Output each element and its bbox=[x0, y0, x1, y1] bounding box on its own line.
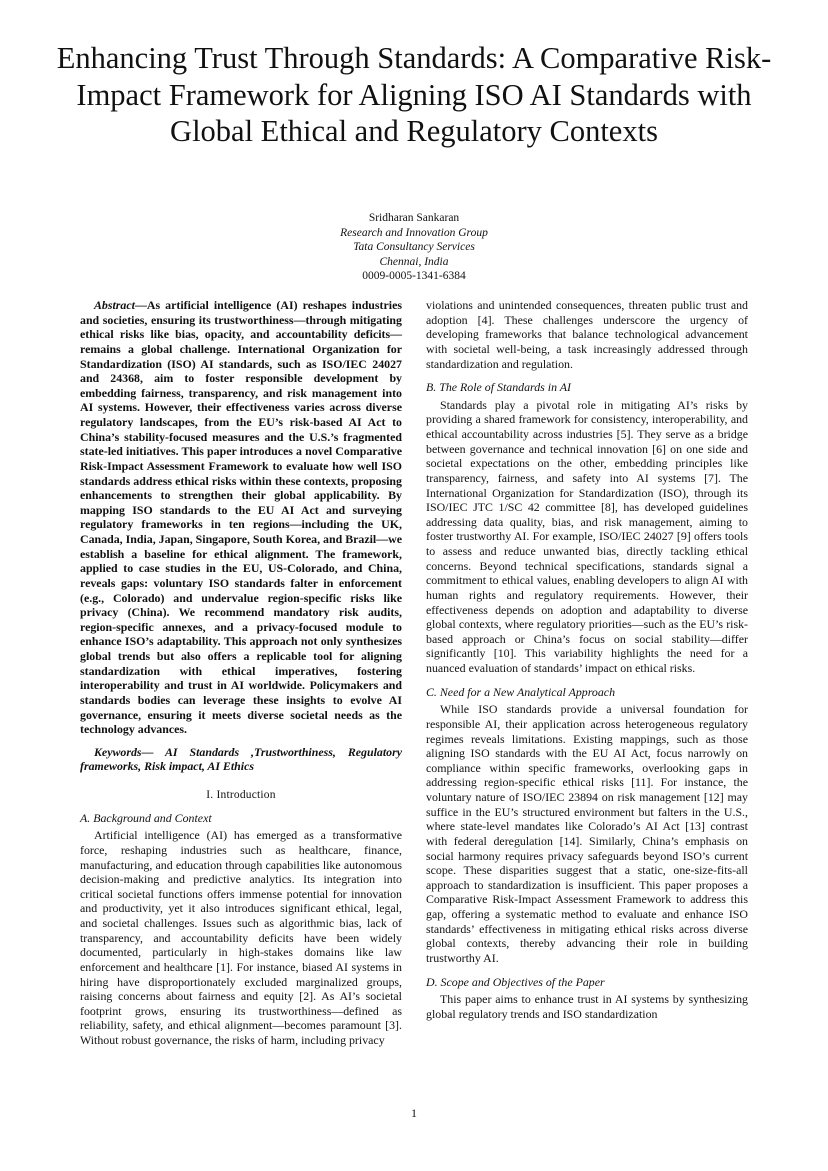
subsection-d-text: This paper aims to enhance trust in AI systems by synthesizing global regulatory trends and ISO standardization bbox=[426, 992, 748, 1021]
paper-title: Enhancing Trust Through Standards: A Comparative Risk-Impact Framework for Aligning ISO AI Standards with Global Ethical and Regulatory Contexts bbox=[56, 41, 772, 148]
author-location: Chennai, India bbox=[379, 255, 449, 268]
abstract bbox=[80, 298, 402, 737]
keywords bbox=[80, 745, 402, 774]
subsection-heading-a: A. Background and Context bbox=[80, 810, 212, 825]
left-column bbox=[80, 298, 402, 1048]
keywords-label: Keywords— bbox=[94, 744, 154, 759]
author-department: Research and Innovation Group bbox=[340, 226, 488, 239]
abstract-label: Abstract— bbox=[94, 298, 147, 312]
subsection-b-text: Standards play a pivotal role in mitigating AI’s risks by providing a shared framework for consistency, interoperability, and ethical accountability across industries [5]. They serve as a bridge between governance and technical innovation [6] on one side and societal expectations on the other, embedding principles like transparency, fairness, and safety into AI systems [7]. The International Organization for Standardization (ISO), through its ISO/IEC JTC 1/SC 42 committee [8], has developed guidelines addressing data quality, bias, and risk management, aiming to foster trustworthy AI. For example, ISO/IEC 24027 [9] offers tools to assess and reduce unwanted bias, directly tackling ethical concerns. Beyond technical specifications, standards signal a commitment to ethical values, enabling developers to align AI with human rights and regulatory requirements. However, their effectiveness depends on adoption and adaptability to diverse global contexts, where regulatory priorities—such as the EU’s risk-based approach or China’s focus on social stability—differ significantly [10]. This variability highlights the need for a nuanced evaluation of standards’ impact on ethical risks. bbox=[426, 397, 748, 675]
subsection-heading-d: D. Scope and Objectives of the Paper bbox=[426, 974, 605, 989]
author-orcid: 0009-0005-1341-6384 bbox=[362, 270, 466, 283]
abstract-text: As artificial intelligence (AI) reshapes industries and societies, ensuring its trustworthiness—through mitigating ethical risks like bias, opacity, and accountability deficits—remains a global challenge. International Organization for Standardization (ISO) AI standards, such as ISO/IEC 24027 and 24368, aim to foster responsible development by embedding fairness, transparency, and risk management into AI systems. However, their effectiveness varies across diverse regulatory landscapes, from the EU’s risk-based AI Act to China’s stability-focused measures and the U.S.’s fragmented state-led initiatives. This paper introduces a novel Comparative Risk-Impact Assessment Framework to evaluate how well ISO standards address ethical risks within these contexts, proposing enhancements to strengthen their global applicability. By mapping ISO standards to the EU AI Act and surveying regulatory frameworks in ten regions—including the UK, Canada, India, Japan, Singapore, South Korea, and Brazil—we establish a baseline for ethical alignment. The framework, applied to case studies in the EU, US-Colorado, and China, reveals gaps: voluntary ISO standards falter in enforcement (e.g., Colorado) and undervalue region-specific risks like privacy (China). We recommend mandatory risk audits, region-specific annexes, and a privacy-focused module to enhance ISO’s adaptability. This approach not only synthesizes global trends but also offers a replicable tool for aligning standardization with ethical imperatives, fostering interoperability and trust in AI worldwide. Policymakers and standards bodies can leverage these insights to evolve AI governance, ensuring it meets diverse societal needs as the technology advances. bbox=[80, 298, 402, 737]
subsection-c-text: While ISO standards provide a universal foundation for responsible AI, their application across heterogeneous regulatory regimes reveals limitations. Existing mappings, such as those aligning ISO standards with the EU AI Act, focus narrowly on compliance within specific frameworks, overlooking gaps in addressing region-specific ethical risks [11]. For instance, the voluntary nature of ISO/IEC 23894 on risk management [12] may suffice in the EU’s structured environment but falters in the U.S., where state-level mandates like Colorado’s AI Act [13] contrast with federal deregulation [14]. Similarly, China’s emphasis on social harmony requires privacy safeguards beyond ISO’s current scope. These disparities suggest that a static, one-size-fits-all approach to standardization is insufficient. This paper proposes a Comparative Risk-Impact Assessment Framework to address this gap, offering a systematic method to evaluate and enhance ISO standards’ effectiveness in mitigating ethical risks across diverse global contexts, thereby advancing their role in building trustworthy AI. bbox=[426, 702, 748, 965]
keywords-text: AI Standards ,Trustworthiness, Regulatory frameworks, Risk impact, AI Ethics bbox=[80, 744, 402, 774]
subsection-heading-c: C. Need for a New Analytical Approach bbox=[426, 684, 616, 699]
subsection-a-text-continued: violations and unintended consequences, threaten public trust and adoption [4]. These challenges underscore the urgency of developing frameworks that balance technological advancement with societal well-being, a task increasingly addressed through standardization and regulation. bbox=[426, 298, 748, 371]
page-number: 1 bbox=[411, 1106, 417, 1120]
author-name: Sridharan Sankaran bbox=[368, 212, 460, 224]
subsection-heading-b: B. The Role of Standards in AI bbox=[426, 380, 571, 395]
right-column bbox=[426, 298, 748, 1021]
section-heading-introduction: I. Introduction bbox=[206, 789, 276, 801]
author-block bbox=[214, 211, 614, 284]
author-organization: Tata Consultancy Services bbox=[353, 241, 475, 254]
subsection-a-text: Artificial intelligence (AI) has emerged as a transformative force, reshaping industries such as healthcare, finance, manufacturing, and education through capabilities like autonomous decision-making and predictive analytics. Its integration into critical societal functions offers immense potential for innovation and productivity, yet it also introduces significant ethical, legal, and societal challenges. Issues such as algorithmic bias, lack of transparency, and accountability deficits have been widely documented, particularly in high-stakes domains like law enforcement and healthcare [1]. For instance, biased AI systems in hiring have disproportionately excluded marginalized groups, raising concerns about fairness and equity [2]. As AI’s societal footprint grows, ensuring its trustworthiness—defined as reliability, safety, and ethical alignment—becomes paramount [3]. Without robust governance, the risks of harm, including privacy bbox=[80, 828, 402, 1047]
